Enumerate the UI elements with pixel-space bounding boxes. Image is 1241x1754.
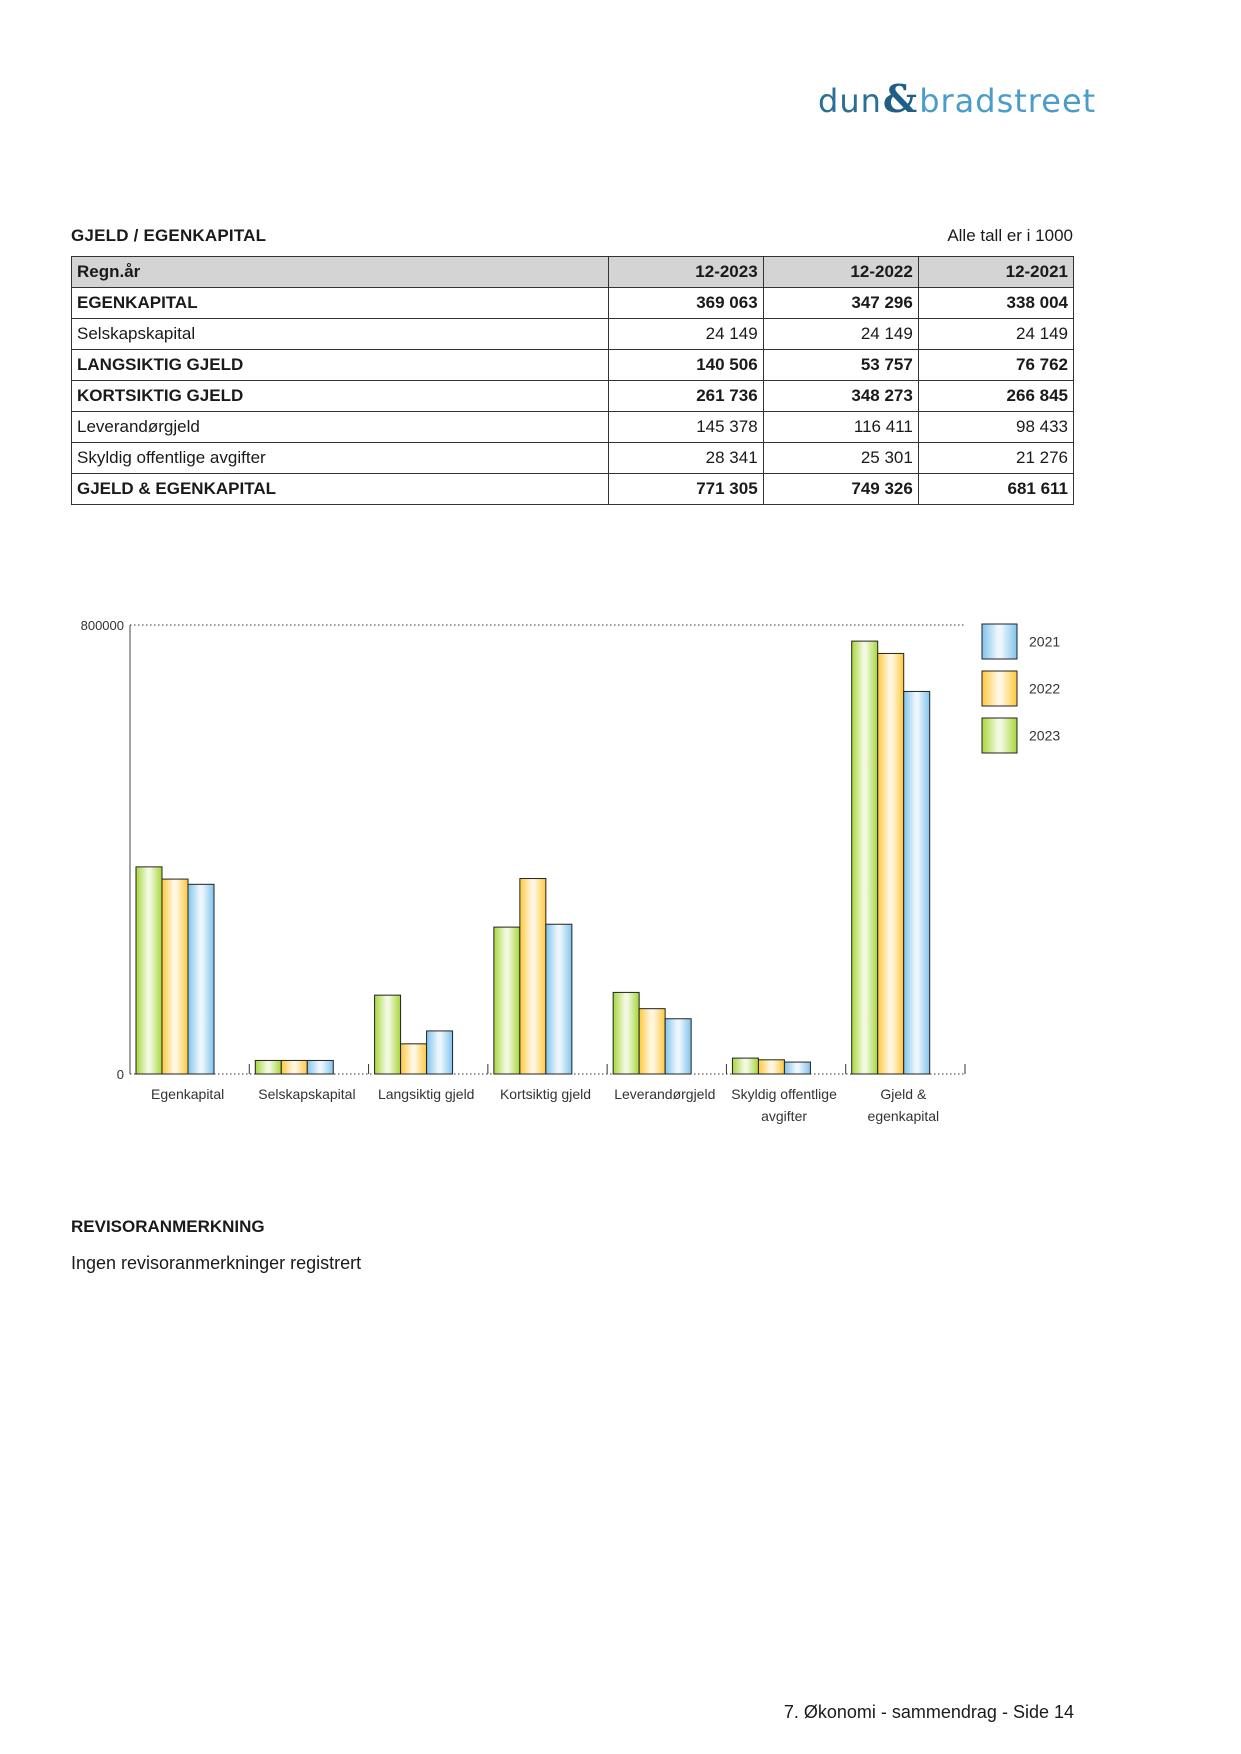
row-label: GJELD & EGENKAPITAL (72, 474, 609, 505)
table-row (72, 443, 1074, 474)
row-label: KORTSIKTIG GJELD (72, 381, 609, 412)
bar (904, 691, 930, 1074)
row-value: 76 762 (918, 350, 1073, 381)
logo-text-bradstreet: bradstreet (919, 82, 1097, 120)
dnb-logo (818, 76, 1097, 124)
legend-swatch (982, 624, 1017, 659)
y-tick-label: 800000 (80, 618, 124, 633)
row-value: 28 341 (608, 443, 763, 474)
table-row (72, 412, 1074, 443)
auditor-remark-text: Ingen revisoranmerkninger registrert (71, 1253, 362, 1273)
table-header-row (72, 257, 1074, 288)
bar (427, 1031, 453, 1074)
row-value: 348 273 (763, 381, 918, 412)
bar (613, 992, 639, 1074)
bar (188, 884, 214, 1074)
header-cell-2023: 12-2023 (608, 257, 763, 288)
row-value: 24 149 (608, 319, 763, 350)
x-tick-label: Egenkapital (151, 1086, 225, 1102)
bar (732, 1058, 758, 1074)
auditor-remark-title: REVISORANMERKNING (71, 1217, 265, 1236)
bar (639, 1009, 665, 1074)
x-tick-label: Kortsiktig gjeld (499, 1086, 592, 1102)
x-tick-label: Leverandørgjeld (614, 1086, 716, 1102)
x-tick-label: Skyldig offentlige (731, 1086, 837, 1102)
row-value: 53 757 (763, 350, 918, 381)
row-value: 116 411 (763, 412, 918, 443)
legend-label: 2021 (1029, 633, 1061, 650)
unit-note: Alle tall er i 1000 (947, 226, 1073, 245)
row-value: 261 736 (608, 381, 763, 412)
row-value: 21 276 (918, 443, 1073, 474)
bar (401, 1044, 427, 1074)
row-value: 140 506 (608, 350, 763, 381)
table-row (72, 474, 1074, 505)
table-row (72, 381, 1074, 412)
bar (255, 1060, 281, 1074)
row-value: 369 063 (608, 288, 763, 319)
page-footer: 7. Økonomi - sammendrag - Side 14 (783, 1702, 1074, 1722)
row-value: 347 296 (763, 288, 918, 319)
row-value: 681 611 (918, 474, 1073, 505)
row-value: 771 305 (608, 474, 763, 505)
bar (136, 867, 162, 1074)
row-value: 266 845 (918, 381, 1073, 412)
row-label: LANGSIKTIG GJELD (72, 350, 609, 381)
debt-equity-table (71, 256, 1074, 505)
header-cell-2021: 12-2021 (918, 257, 1073, 288)
legend-swatch (982, 671, 1017, 706)
header-cell-2022: 12-2022 (763, 257, 918, 288)
bar (307, 1060, 333, 1074)
row-value: 98 433 (918, 412, 1073, 443)
row-value: 24 149 (918, 319, 1073, 350)
table-row (72, 288, 1074, 319)
x-tick-label: Selskapskapital (258, 1086, 356, 1102)
row-label: Leverandørgjeld (72, 412, 609, 443)
x-tick-label: egenkapital (867, 1108, 940, 1124)
row-label: Selskapskapital (72, 319, 609, 350)
table-body (72, 288, 1074, 505)
section-title: GJELD / EGENKAPITAL (71, 226, 267, 245)
bar (784, 1062, 810, 1074)
bar (546, 924, 572, 1074)
bar (852, 641, 878, 1074)
legend-swatch (982, 718, 1017, 753)
legend-label: 2022 (1029, 680, 1061, 697)
bar (162, 879, 188, 1074)
bar (878, 653, 904, 1074)
table-row (72, 350, 1074, 381)
header-cell-label: Regn.år (72, 257, 609, 288)
row-label: EGENKAPITAL (72, 288, 609, 319)
bar (520, 879, 546, 1074)
x-tick-label: Gjeld & (880, 1086, 927, 1102)
logo-ampersand: & (882, 76, 919, 121)
y-tick-label: 0 (116, 1067, 124, 1082)
x-tick-label: Langsiktig gjeld (377, 1086, 475, 1102)
bar (665, 1019, 691, 1074)
bar (375, 995, 401, 1074)
row-value: 145 378 (608, 412, 763, 443)
logo-text-dun: dun (818, 82, 882, 120)
row-value: 24 149 (763, 319, 918, 350)
legend-label: 2023 (1029, 727, 1061, 744)
row-value: 749 326 (763, 474, 918, 505)
bar (281, 1060, 307, 1074)
row-value: 25 301 (763, 443, 918, 474)
row-value: 338 004 (918, 288, 1073, 319)
bar (758, 1060, 784, 1074)
bar (494, 927, 520, 1074)
row-label: Skyldig offentlige avgifter (72, 443, 609, 474)
x-tick-label: avgifter (761, 1108, 808, 1124)
table-row (72, 319, 1074, 350)
